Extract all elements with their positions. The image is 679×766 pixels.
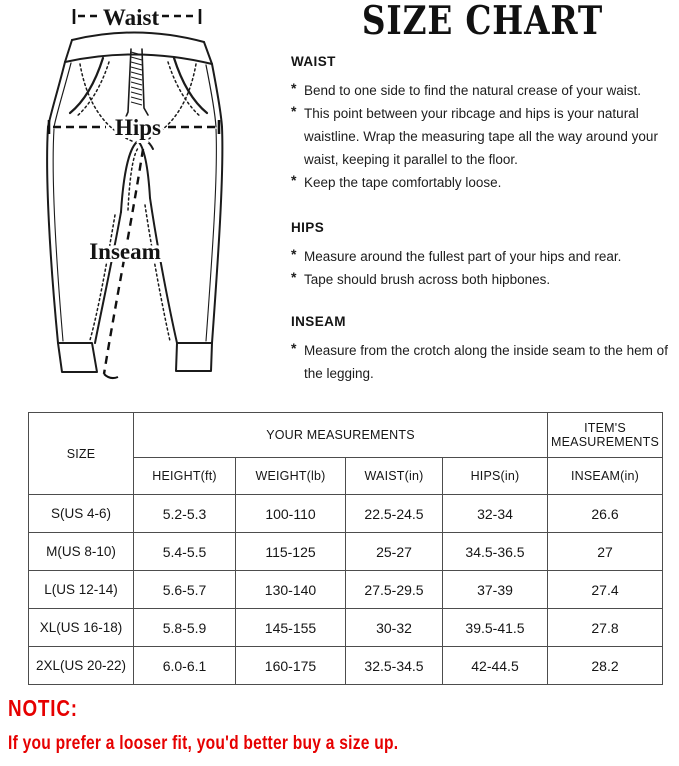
left-leg-inner <box>95 212 121 343</box>
right-side-seam <box>212 64 222 127</box>
hips-cell: 37-39 <box>443 571 548 609</box>
size-table <box>28 412 663 685</box>
weight-cell: 160-175 <box>236 647 346 685</box>
inseam-cell: 27.8 <box>548 609 663 647</box>
drawstring-braid <box>131 52 142 105</box>
hips-section-heading: HIPS <box>291 220 325 235</box>
waist-section-heading: WAIST <box>291 54 336 69</box>
waist-cell: 27.5-29.5 <box>346 571 443 609</box>
items-measurements-header: ITEM'S MEASUREMENTS <box>548 413 663 458</box>
waist-instructions-section <box>291 54 669 194</box>
hips-bullet-1 <box>291 245 669 268</box>
size-cell: 2XL(US 20-22) <box>29 647 134 685</box>
page-title: SIZE CHART <box>361 0 604 44</box>
drawstring-right <box>142 49 148 115</box>
weight-cell: 115-125 <box>236 533 346 571</box>
waist-bullet-3-text: Keep the tape comfortably loose. <box>304 175 502 190</box>
inseam-cell: 26.6 <box>548 495 663 533</box>
hips-bullet-2 <box>291 268 669 291</box>
inseam-bullet-1-text: Measure from the crotch along the inside seam to the hem of the legging. <box>304 343 668 381</box>
waist-bullet-1-text: Bend to one side to find the natural crease of your waist. <box>304 83 641 98</box>
waist-column-header: WAIST(in) <box>346 458 443 495</box>
height-cell: 5.4-5.5 <box>134 533 236 571</box>
notice-text: If you prefer a looser fit, you'd better buy a size up. <box>8 733 399 754</box>
waist-bullet-2 <box>291 102 669 171</box>
left-leg-outer <box>47 127 58 343</box>
inseam-cell: 28.2 <box>548 647 663 685</box>
hips-diagram-label: Hips <box>114 115 162 140</box>
inseam-bullet-1 <box>291 339 669 385</box>
height-cell: 5.8-5.9 <box>134 609 236 647</box>
table-row <box>29 647 663 685</box>
notice-heading: NOTIC: <box>8 695 78 721</box>
bullet-marker: * <box>291 103 297 119</box>
size-cell: L(US 12-14) <box>29 571 134 609</box>
bullet-marker: * <box>291 340 297 356</box>
inseam-instructions-section <box>291 314 669 385</box>
crotch-seam <box>121 141 150 212</box>
table-row <box>29 609 663 647</box>
waist-bullet-2-text: This point between your ribcage and hips is your natural waistline. Wrap the measuring tape all the way around your waist, keeping it parallel to the floor. <box>304 106 658 167</box>
inseam-column-header: INSEAM(in) <box>548 458 663 495</box>
weight-cell: 145-155 <box>236 609 346 647</box>
inseam-section-heading: INSEAM <box>291 314 346 329</box>
size-column-header: SIZE <box>29 413 134 495</box>
inseam-cell: 27 <box>548 533 663 571</box>
bullet-marker: * <box>291 80 297 96</box>
table-header-row-1 <box>29 413 663 458</box>
table-row <box>29 571 663 609</box>
hips-bullet-2-text: Tape should brush across both hipbones. <box>304 272 551 287</box>
size-cell: XL(US 16-18) <box>29 609 134 647</box>
left-pocket-opening <box>70 58 103 113</box>
your-measurements-header: YOUR MEASUREMENTS <box>134 413 548 458</box>
right-pocket-stitch <box>168 62 201 117</box>
hips-cell: 34.5-36.5 <box>443 533 548 571</box>
waist-cell: 25-27 <box>346 533 443 571</box>
hips-cell: 39.5-41.5 <box>443 609 548 647</box>
weight-cell: 130-140 <box>236 571 346 609</box>
pants-diagram <box>0 0 290 400</box>
hips-column-header: HIPS(in) <box>443 458 548 495</box>
height-cell: 6.0-6.1 <box>134 647 236 685</box>
notice-block <box>8 695 484 755</box>
size-cell: S(US 4-6) <box>29 495 134 533</box>
size-cell: M(US 8-10) <box>29 533 134 571</box>
waist-bullet-1 <box>291 79 669 102</box>
bullet-marker: * <box>291 269 297 285</box>
height-column-header: HEIGHT(ft) <box>134 458 236 495</box>
left-inseam-stitch <box>90 215 115 340</box>
right-inseam-stitch <box>145 205 170 341</box>
weight-column-header: WEIGHT(lb) <box>236 458 346 495</box>
drawstring-left <box>125 49 131 119</box>
waist-cell: 30-32 <box>346 609 443 647</box>
height-cell: 5.6-5.7 <box>134 571 236 609</box>
right-cuff <box>176 343 212 371</box>
bullet-marker: * <box>291 172 297 188</box>
height-cell: 5.2-5.3 <box>134 495 236 533</box>
hips-cell: 42-44.5 <box>443 647 548 685</box>
left-cuff <box>58 343 97 372</box>
hips-cell: 32-34 <box>443 495 548 533</box>
inseam-cell: 27.4 <box>548 571 663 609</box>
weight-cell: 100-110 <box>236 495 346 533</box>
table-row <box>29 533 663 571</box>
right-leg-inner <box>150 198 177 343</box>
waist-cell: 32.5-34.5 <box>346 647 443 685</box>
inseam-diagram-label: Inseam <box>89 239 161 264</box>
bullet-marker: * <box>291 246 297 262</box>
table-row <box>29 495 663 533</box>
waist-bullet-3 <box>291 171 669 194</box>
hips-bullet-1-text: Measure around the fullest part of your hips and rear. <box>304 249 622 264</box>
waistband-top-edge <box>72 32 204 42</box>
waist-diagram-label: Waist <box>102 5 160 30</box>
jogger-pants-illustration <box>0 0 290 400</box>
waist-cell: 22.5-24.5 <box>346 495 443 533</box>
hips-instructions-section <box>291 220 669 291</box>
